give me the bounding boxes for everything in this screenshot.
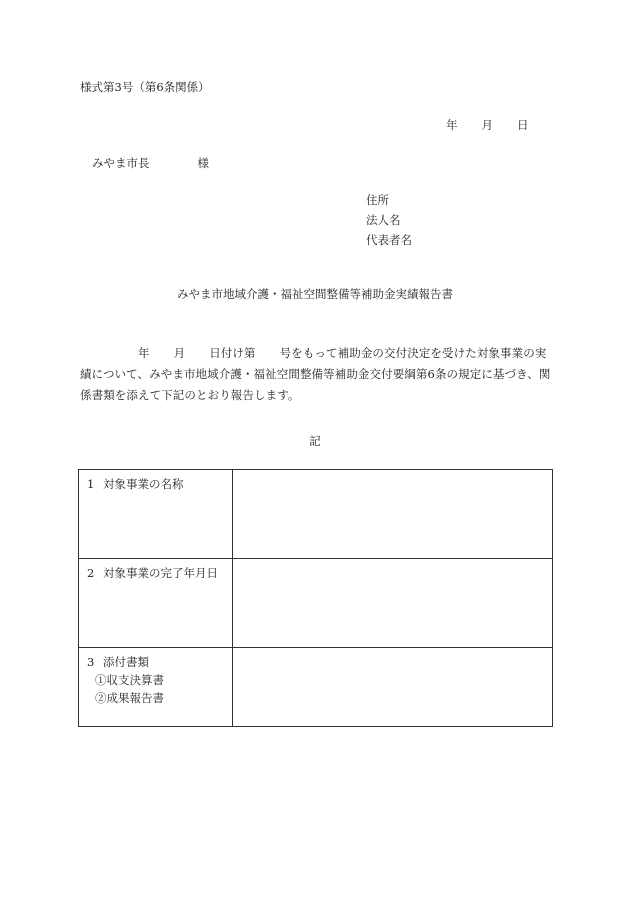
body-line-1-rest: 号をもって補助金の交付決定を受けた対象事業の実 — [279, 346, 547, 360]
applicant-block — [366, 195, 412, 255]
item-label: 対象事業の完了年月日 — [103, 566, 218, 580]
applicant-corporation-label: 法人名 — [366, 213, 401, 227]
body-month: 月 — [173, 346, 186, 360]
item-number: 1 — [87, 477, 95, 491]
item-label-cell — [79, 648, 233, 727]
attachment-item: ②成果報告書 — [95, 691, 164, 705]
addressee-honorific: 様 — [197, 156, 209, 170]
body-line-2: 績について、みやま市地域介護・福祉空間整備等補助金交付要綱第6条の規定に基づき、関 — [80, 367, 551, 381]
body-day-number: 日付け第 — [209, 346, 256, 360]
item-label: 対象事業の名称 — [103, 477, 184, 491]
document-title: みやま市地域介護・福祉空間整備等補助金実績報告書 — [177, 287, 453, 301]
body-line-3: 係書類を添えて下記のとおり報告します。 — [80, 388, 300, 402]
addressee — [92, 158, 209, 170]
report-items-table — [78, 469, 553, 727]
completion-date-field[interactable] — [233, 559, 553, 648]
date-month: 月 — [481, 118, 493, 132]
table-row — [79, 559, 553, 648]
ki-heading: 記 — [309, 434, 321, 448]
item-label-cell — [79, 470, 233, 559]
submission-date — [446, 120, 536, 132]
item-label: 添付書類 — [103, 655, 149, 669]
item-number: 2 — [87, 566, 95, 580]
form-number: 様式第3号（第6条関係） — [80, 80, 210, 94]
table-row — [79, 470, 553, 559]
item-label-cell — [79, 559, 233, 648]
addressee-name: みやま市長 — [92, 156, 150, 170]
applicant-address-label: 住所 — [366, 193, 389, 207]
item-number: 3 — [87, 655, 95, 669]
date-day: 日 — [517, 118, 529, 132]
date-year: 年 — [446, 118, 458, 132]
attachment-item: ①収支決算書 — [95, 673, 164, 687]
applicant-representative-label: 代表者名 — [366, 233, 412, 247]
project-name-field[interactable] — [233, 470, 553, 559]
report-body — [80, 343, 552, 406]
body-year: 年 — [138, 346, 150, 360]
body-line-1 — [80, 343, 552, 364]
attachments-field[interactable] — [233, 648, 553, 727]
table-row — [79, 648, 553, 727]
